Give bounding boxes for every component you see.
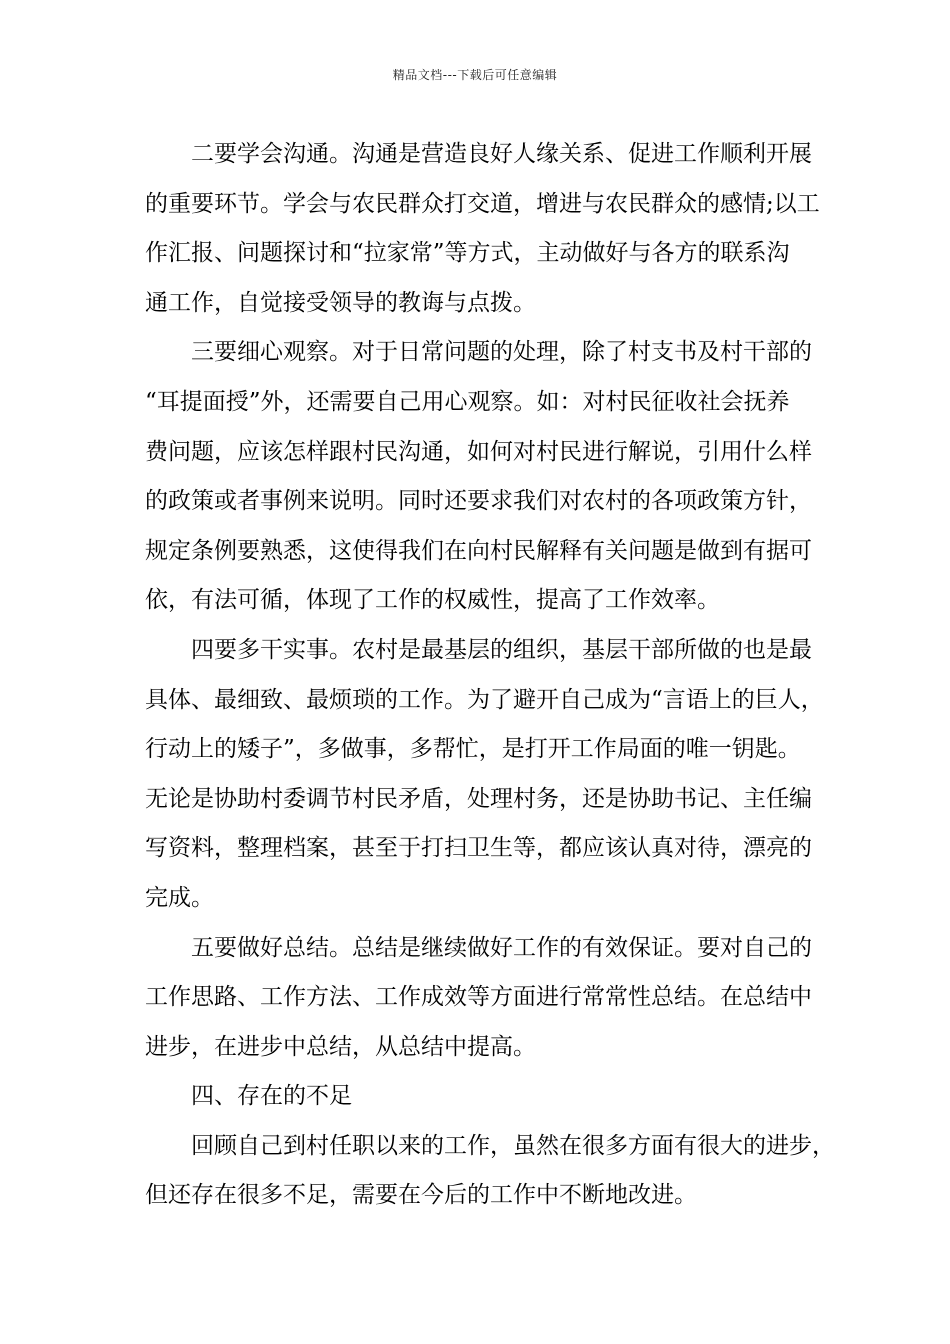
text-line: 的重要环节。学会与农民群众打交道，增进与农民群众的感情;以工 <box>145 190 820 217</box>
text-line: 写资料，整理档案，甚至于打扫卫生等，都应该认真对待，漂亮的 <box>145 835 812 862</box>
document-body <box>145 130 835 1221</box>
text-line: 依，有法可循，体现了工作的权威性，提高了工作效率。 <box>145 587 720 614</box>
text-line: 作汇报、问题探讨和“拉家常”等方式，主动做好与各方的联系沟 <box>145 240 790 267</box>
text-line: 五要做好总结。总结是继续做好工作的有效保证。要对自己的 <box>191 934 812 961</box>
text-line: 进步，在进步中总结，从总结中提高。 <box>145 1033 536 1060</box>
text-line: 无论是协助村委调节村民矛盾，处理村务，还是协助书记、主任编 <box>145 785 812 812</box>
paragraph <box>145 1122 835 1221</box>
paragraph <box>145 130 820 328</box>
text-line: 行动上的矮子”，多做事，多帮忙，是打开工作局面的唯一钥匙。 <box>145 736 801 763</box>
text-line: 工作思路、工作方法、工作成效等方面进行常常性总结。在总结中 <box>145 984 812 1011</box>
text-line: 规定条例要熟悉，这使得我们在向村民解释有关问题是做到有据可 <box>145 537 812 564</box>
text-line: 回顾自己到村任职以来的工作，虽然在很多方面有很大的进步， <box>191 1132 835 1159</box>
text-line: 三要细心观察。对于日常问题的处理，除了村支书及村干部的 <box>191 339 812 366</box>
text-line: 二要学会沟通。沟通是营造良好人缘关系、促进工作顺利开展 <box>191 141 812 167</box>
text-line: 通工作，自觉接受领导的教诲与点拨。 <box>145 289 536 316</box>
text-line: 但还存在很多不足，需要在今后的工作中不断地改进。 <box>145 1182 697 1209</box>
text-line: 完成。 <box>145 884 214 911</box>
paragraph <box>145 626 824 924</box>
text-line: 费问题，应该怎样跟村民沟通，如何对村民进行解说，引用什么样 <box>145 438 812 465</box>
text-line: 具体、最细致、最烦琐的工作。为了避开自己成为“言语上的巨人， <box>145 686 824 713</box>
paragraph <box>145 924 817 1073</box>
heading-line: 四、存在的不足 <box>191 1083 352 1110</box>
page-header: 精品文档---下载后可任意编辑 <box>392 68 558 82</box>
section-heading <box>145 1072 817 1122</box>
text-line: “耳提面授”外，还需要自己用心观察。如：对村民征收社会抚养 <box>145 388 790 415</box>
text-line: 的政策或者事例来说明。同时还要求我们对农村的各项政策方针， <box>145 488 812 515</box>
text-line: 四要多干实事。农村是最基层的组织，基层干部所做的也是最 <box>191 636 812 663</box>
paragraph <box>145 328 817 626</box>
